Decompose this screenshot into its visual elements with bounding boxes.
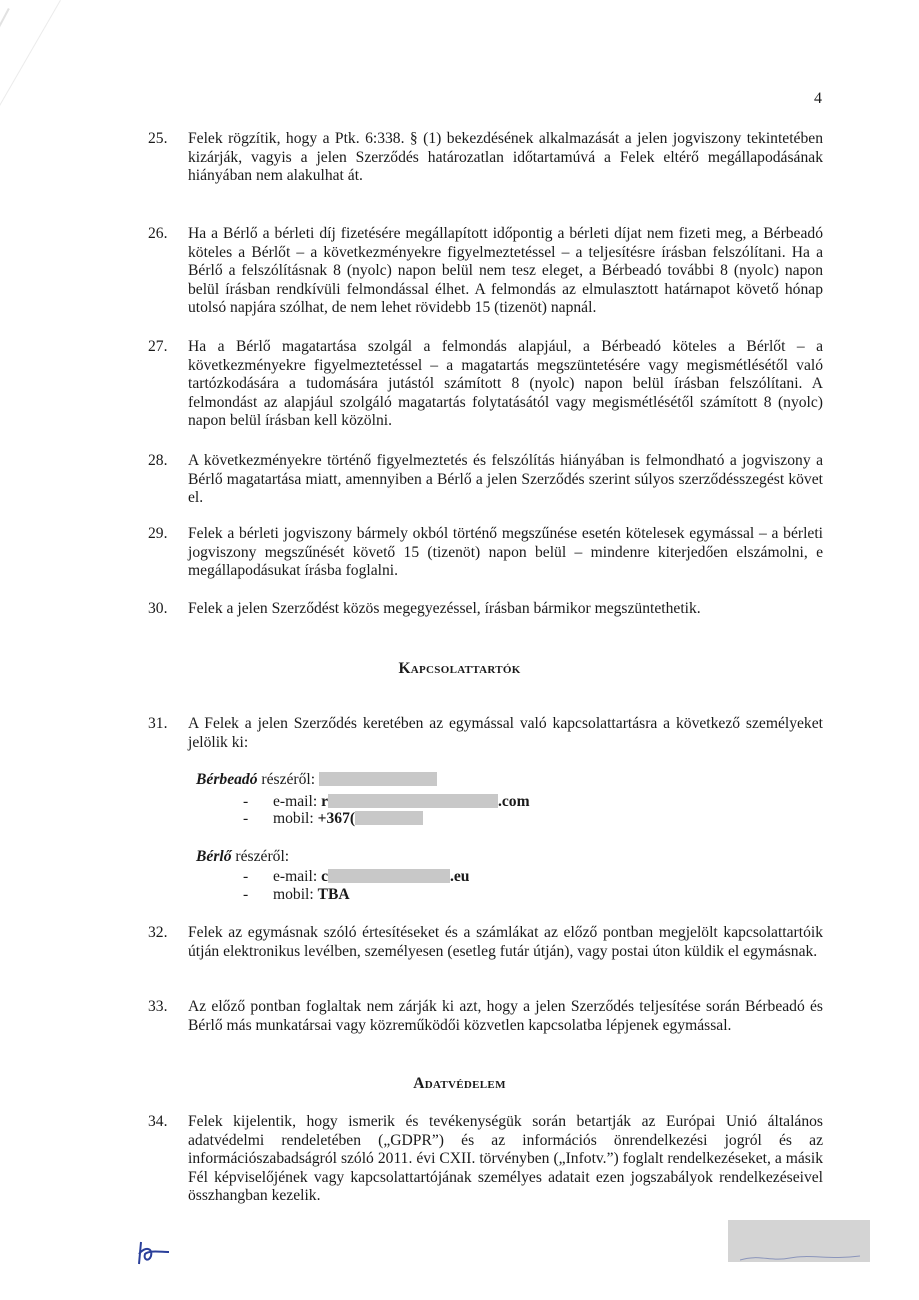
paragraph-number: 28. (148, 452, 168, 469)
bullet-dash: - (243, 886, 249, 903)
paragraph-number: 33. (148, 998, 168, 1015)
paragraph-text: Felek rögzítik, hogy a Ptk. 6:338. § (1) bekezdésének alkalmazását a jelen jogviszony tekintetében kizárják, vagyis a jelen Szerződés határozatlan időtartamúvá a Felek eltérő megállapodásának hiányában nem alakulhat át. (188, 130, 823, 184)
paragraph-34 (148, 1113, 823, 1206)
paragraph-text: Az előző pontban foglaltak nem zárják ki azt, hogy a jelen Szerződés teljesítése során Bérbeadó és Bérlő más munkatársai vagy közreműködői közvetlen kapcsolatba lépjenek egymással. (188, 998, 823, 1034)
lessor-role-suffix: részéről: (257, 771, 316, 788)
redacted-email (328, 794, 498, 808)
paragraph-number: 29. (148, 525, 168, 542)
paragraph-text: Felek a bérleti jogviszony bármely okból történő megszűnése esetén kötelesek egymással – a bérleti jogviszony megszűnését követő 15 (tizenöt) napon belül – mindenre kiterjedően elszámolni, e megállapodásukat írásba foglalni. (188, 525, 823, 579)
bullet-dash: - (243, 810, 249, 827)
paragraph-text: Felek kijelentik, hogy ismerik és tevékenységük során betartják az Európai Unió általános adatvédelmi rendeletében („GDPR”) és az információs önrendelkezési jogról és az információszabadságról szóló 2011. évi CXII. törvényben („Infotv.”) foglalt rendelkezéseket, a másik Fél képviselőjének vagy kapcsolattartójának személyes adatait ezen jogszabályok rendelkezéseivel összhangban kezelik. (188, 1113, 823, 1204)
email-domain: .eu (449, 868, 470, 885)
paragraph-30 (148, 600, 823, 619)
paragraph-text: A következményekre történő figyelmeztetés és felszólítás hiányában is felmondható a jogviszony a Bérlő magatartása miatt, amennyiben a Bérlő a jelen Szerződés szerint súlyos szerződésszegést követ el. (188, 452, 823, 506)
mobile-label: mobil: (273, 810, 318, 827)
redacted-email (328, 869, 450, 883)
tenant-role: Bérlő (196, 848, 232, 865)
initials-stroke (139, 1242, 169, 1264)
paragraph-text: Ha a Bérlő magatartása szolgál a felmondás alapjául, a Bérbeadó köteles a Bérlőt – a következményekre figyelmeztetéssel – a magatartás megszüntetésére vagy megismétlésétől való tartózkodására a tudomására jutástól számított 8 (nyolc) napon belül írásban felszólítani. A felmondást az alapjául szolgáló magatartás folytatásától vagy megismétlésétől számított 8 (nyolc) napon belül írásban kell közölni. (188, 338, 823, 429)
scan-artifact (0, 0, 61, 260)
redacted-mobile (355, 811, 423, 825)
paragraph-number: 27. (148, 338, 168, 355)
paragraph-text: Ha a Bérlő a bérleti díj fizetésére megállapított időpontig a bérleti díjat nem fizeti meg, a Bérbeadó köteles a Bérlőt – a következményekre figyelmeztetéssel – a teljesítésre írásban felszólítani. Ha a Bérlő a felszólításnak 8 (nyolc) napon belül nem tesz eleget, a Bérbeadó további 8 (nyolc) napon belül írásban rendkívüli felmondással élhet. A felmondás az elmulasztott határnapot követő hónap utolsó napjára szólhat, de nem lehet rövidebb 15 (tizenöt) napnál. (188, 225, 823, 316)
lessor-mobile (243, 810, 423, 828)
section-heading-privacy: Adatvédelem (413, 1075, 506, 1092)
page-number: 4 (814, 90, 822, 107)
paragraph-text: Felek az egymásnak szóló értesítéseket és a számlákat az előző pontban megjelölt kapcsolattartóik útján elektronikus levélben, személyesen (esetleg futár útján), vagy postai úton küldik el egymásnak. (188, 924, 823, 960)
tenant-contact-heading (196, 848, 289, 866)
mobile-start: +367( (317, 810, 356, 827)
email-label: e-mail: (273, 793, 322, 810)
section-heading-contacts: Kapcsolattartók (398, 660, 521, 677)
paragraph-number: 25. (148, 130, 168, 147)
paragraph-28 (148, 452, 823, 508)
tenant-email (243, 868, 469, 886)
lessor-role: Bérbeadó (196, 771, 258, 788)
paragraph-26 (148, 225, 823, 318)
signature-scribble (740, 1250, 860, 1264)
paragraph-27 (148, 338, 823, 431)
paragraph-text: Felek a jelen Szerződést közös megegyezéssel, írásban bármikor megszüntethetik. (188, 600, 701, 617)
bullet-dash: - (243, 793, 249, 810)
paragraph-number: 31. (148, 715, 168, 732)
email-start: r (321, 793, 328, 810)
initials-signature (135, 1240, 175, 1266)
redacted-name (319, 772, 437, 786)
lessor-email (243, 793, 530, 811)
paragraph-number: 32. (148, 924, 168, 941)
paragraph-number: 34. (148, 1113, 168, 1130)
paragraph-29 (148, 525, 823, 581)
scan-artifact (0, 8, 10, 327)
paragraph-31 (148, 715, 823, 752)
email-label: e-mail: (273, 868, 322, 885)
tenant-mobile (243, 886, 350, 904)
signature-stroke (740, 1256, 860, 1260)
paragraph-text: A Felek a jelen Szerződés keretében az egymással való kapcsolattartásra a következő személyeket jelölik ki: (188, 715, 823, 751)
paragraph-number: 30. (148, 600, 168, 617)
paragraph-33 (148, 998, 823, 1035)
paragraph-25 (148, 130, 823, 186)
lessor-contact-heading (196, 771, 437, 789)
mobile-value: TBA (317, 886, 350, 903)
paragraph-32 (148, 924, 823, 961)
bullet-dash: - (243, 868, 249, 885)
mobile-label: mobil: (273, 886, 318, 903)
email-start: c (321, 868, 328, 885)
tenant-role-suffix: részéről: (231, 848, 290, 865)
email-domain: .com (497, 793, 530, 810)
paragraph-number: 26. (148, 225, 168, 242)
